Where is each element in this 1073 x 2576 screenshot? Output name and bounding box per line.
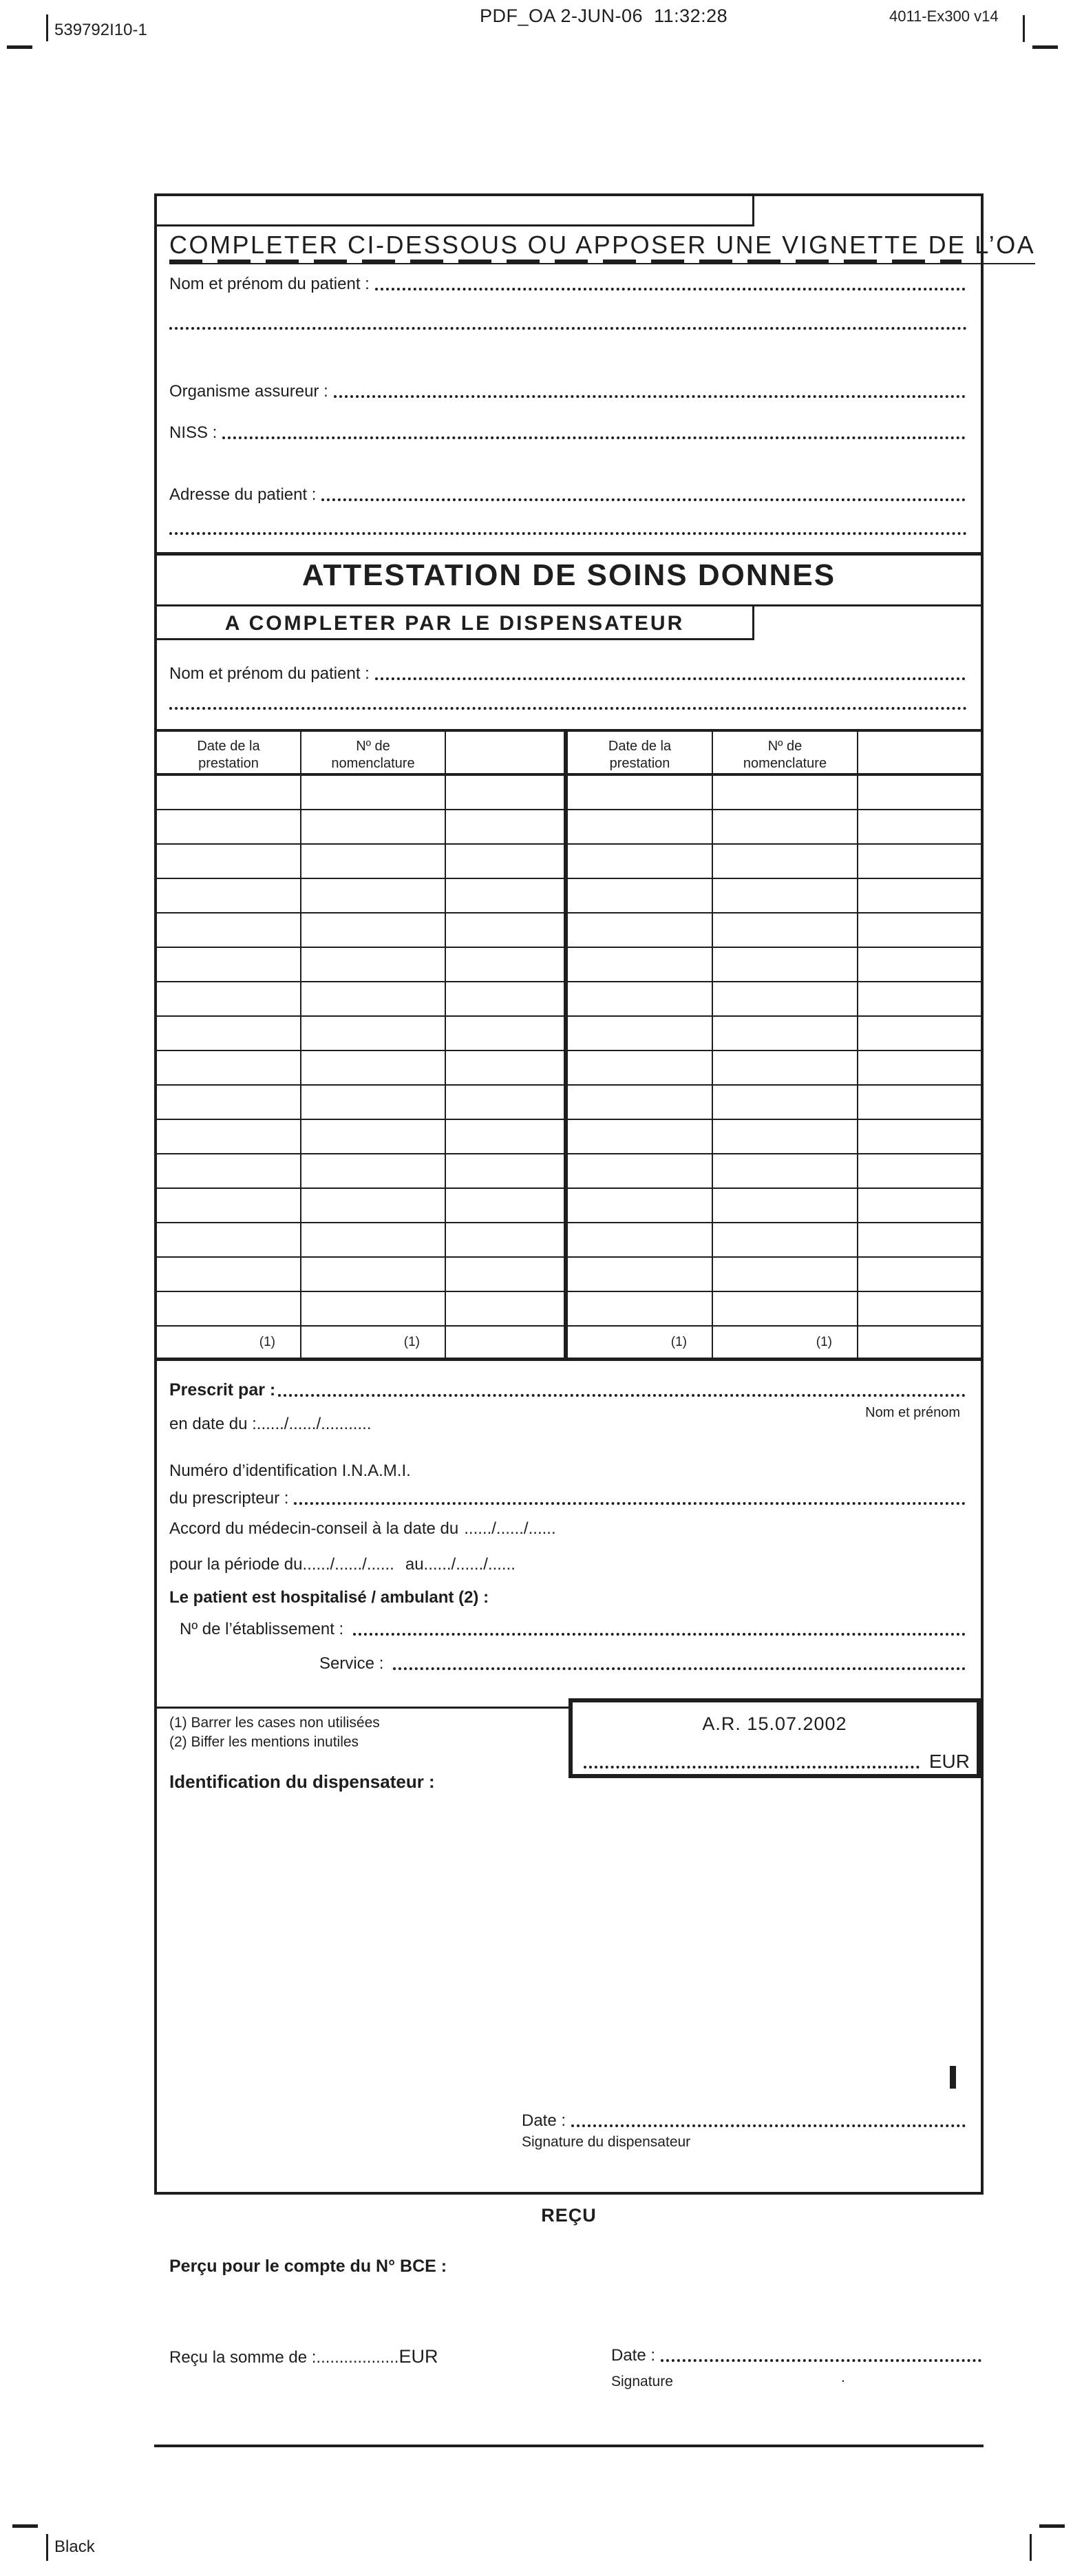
agreement-field [169,1519,967,1539]
table-cell [301,845,446,879]
ar-currency-label: EUR [928,1751,970,1772]
table-cell [713,1223,858,1258]
table-cell [858,776,981,810]
table-footer-cell: (1) [301,1327,446,1358]
table-header-line: Date de la [197,739,260,754]
table-cell [157,1017,301,1051]
receipt-signature-caption: Signature [611,2374,673,2389]
plate-name: Black [54,2537,95,2556]
prescribed-by-dotted-line [278,1394,966,1397]
table-cell [858,1154,981,1189]
table-footer-cell: (1) [157,1327,301,1358]
ar-amount-box [569,1698,981,1778]
table-cell [446,982,568,1017]
form-version: 4011-Ex300 v14 [889,8,999,25]
table-cell [568,776,713,810]
footnote-2: (2) Biffer les mentions inutiles [169,1734,359,1750]
period-dots-1: ....../....../...... [302,1555,394,1574]
establishment-label: Nº de l’établissement : [180,1620,344,1638]
patient-name-dotted-line-2 [169,317,967,330]
receipt-amount-label: Reçu la somme de : [169,2348,317,2367]
table-cell [157,810,301,845]
prestations-table [157,729,981,1361]
table-cell [157,1120,301,1154]
table-cell [301,1292,446,1327]
dispenser-heading-box [157,606,754,640]
patient-name-dotted-line [375,288,966,291]
table-header-line: prestation [198,756,259,771]
table-cell [301,1223,446,1258]
table-header-line: prestation [609,756,670,771]
table-cell [713,776,858,810]
table-cell [713,1189,858,1223]
table-cell [568,1051,713,1086]
prescriber-number-field [169,1489,967,1508]
table-header-line: Date de la [608,739,672,754]
vignette-section-title: COMPLETER CI-DESSOUS OU APPOSER UNE VIGNETTE DE L’OA [169,231,1035,264]
table-cell [713,1292,858,1327]
table-header-line: Nº de [356,739,390,754]
period-field [169,1555,967,1574]
table-cell [858,810,981,845]
table-cell [446,845,568,879]
crop-mark-top-left-dash [7,45,32,49]
agreement-label: Accord du médecin-conseil à la date du [169,1519,459,1538]
receipt-date-field [611,2346,983,2365]
table-cell [157,1051,301,1086]
table-cell [301,1258,446,1292]
table-cell [157,1223,301,1258]
table-cell [858,1258,981,1292]
establishment-field [169,1620,967,1639]
table-cell [446,776,568,810]
inami-label: Numéro d’identification I.N.A.M.I. [169,1461,411,1480]
dispenser-date-field [169,2111,967,2131]
crop-mark-bottom-right-dash [1039,2524,1065,2528]
table-cell [157,1258,301,1292]
table-cell [301,1017,446,1051]
prescriber-label: du prescripteur : [169,1489,289,1508]
patient-name-field-2 [169,664,967,684]
table-cell [157,776,301,810]
dispenser-heading: A COMPLETER PAR LE DISPENSATEUR [224,612,685,635]
table-cell [858,1120,981,1154]
table-header-cell [713,732,858,776]
receipt-currency-label: EUR [399,2346,438,2367]
table-cell [713,1154,858,1189]
table-cell [568,1154,713,1189]
crop-mark-bottom-right-bar [1030,2534,1032,2561]
stray-dot: . [841,2369,845,2385]
table-cell [568,1120,713,1154]
table-cell [446,1017,568,1051]
receipt-date-label: Date : [611,2346,656,2365]
attestation-form [154,193,1036,2195]
table-cell [446,1086,568,1120]
table-cell [446,810,568,845]
insurer-dotted-line [334,395,966,398]
table-cell [713,845,858,879]
patient-name-2-dotted-line-2 [169,697,967,710]
table-cell [568,810,713,845]
table-cell [858,1051,981,1086]
print-tag: PDF_OA 2-JUN-06 [480,6,644,26]
crop-mark-bottom-left-dash [12,2524,38,2528]
niss-dotted-line [222,436,966,439]
table-cell [713,1051,858,1086]
table-cell [568,1292,713,1327]
table-cell [301,914,446,948]
patient-name-field [169,275,967,294]
table-cell [301,776,446,810]
table-cell [446,1051,568,1086]
prescribed-by-field [169,1380,967,1400]
prescription-date-label: en date du : [169,1415,257,1433]
establishment-dotted-line [353,1633,966,1636]
table-header-line: Nº de [767,739,803,754]
table-header-cell [568,732,713,776]
table-cell [301,1051,446,1086]
inami-line [169,1461,967,1481]
table-cell [568,1223,713,1258]
patient-name-label-2: Nom et prénom du patient : [169,664,370,683]
table-cell [858,1223,981,1258]
table-cell [157,1154,301,1189]
table-cell [157,845,301,879]
receipt-amount-field [169,2346,438,2367]
table-cell [858,1086,981,1120]
table-cell [858,1292,981,1327]
print-time: 11:32:28 [654,6,728,26]
table-cell [446,879,568,914]
document-number: 539792I10-1 [54,21,147,39]
table-cell [301,810,446,845]
table-footer-cell [446,1327,568,1358]
table-cell [301,1120,446,1154]
table-cell [568,879,713,914]
table-cell [713,810,858,845]
service-field [169,1654,967,1674]
ar-amount-dotted-line [584,1766,920,1769]
table-cell [301,982,446,1017]
table-cell [157,1189,301,1223]
table-cell [157,948,301,982]
name-caption: Nom et prénom [865,1405,960,1420]
table-cell [446,1120,568,1154]
dispenser-date-dotted-line [571,2124,966,2127]
crop-mark-top-right-bar [1023,15,1025,42]
table-cell [568,914,713,948]
table-header-cell [858,732,981,776]
address-field [169,485,967,505]
table-cell [568,982,713,1017]
table-cell [157,1292,301,1327]
bce-account-label: Perçu pour le compte du N° BCE : [169,2257,447,2276]
table-cell [568,948,713,982]
hospitalised-label: Le patient est hospitalisé / ambulant (2) : [169,1588,489,1607]
dispenser-id-label: Identification du dispensateur : [169,1771,435,1792]
prescriber-dotted-line [294,1502,966,1505]
hospitalised-line [169,1588,967,1607]
service-label: Service : [319,1654,384,1673]
footnote-1: (1) Barrer les cases non utilisées [169,1715,380,1731]
period-au-label: au [405,1555,424,1574]
table-cell [157,914,301,948]
insurer-field [169,382,967,401]
ar-title: A.R. 15.07.2002 [702,1713,847,1734]
table-cell [713,982,858,1017]
period-dots-2: ....../....../...... [423,1555,516,1574]
bottom-rule [154,2445,984,2447]
table-cell [568,1017,713,1051]
vignette-box [157,196,754,226]
prescription-date-field [169,1415,967,1434]
table-cell [858,1189,981,1223]
receipt-date-dotted-line [661,2359,981,2362]
table-cell [446,1258,568,1292]
print-info [480,6,727,27]
table-header-line: nomenclature [331,756,415,771]
table-cell [157,879,301,914]
table-footer-cell: (1) [568,1327,713,1358]
print-position-mark [950,2066,956,2089]
receipt-title: REÇU [541,2205,597,2226]
table-header-line: nomenclature [743,756,827,771]
table-cell [713,1086,858,1120]
table-cell [446,948,568,982]
prescribed-by-label: Prescrit par : [169,1380,276,1400]
period-label: pour la période du [169,1555,303,1574]
prescription-date-dots: ....../....../........... [256,1415,372,1433]
table-cell [446,1292,568,1327]
table-cell [157,982,301,1017]
table-footer-cell: (1) [713,1327,858,1358]
address-label: Adresse du patient : [169,485,317,504]
crop-mark-top-right-dash [1032,45,1058,49]
section-divider-thick [157,552,981,556]
table-cell [568,1258,713,1292]
table-cell [713,879,858,914]
agreement-dots: ....../....../...... [464,1519,556,1538]
table-cell [858,948,981,982]
dispenser-date-label: Date : [522,2111,566,2130]
niss-label: NISS : [169,423,217,442]
table-cell [858,879,981,914]
table-cell [446,1154,568,1189]
table-cell [446,914,568,948]
table-header-cell [446,732,568,776]
patient-name-label: Nom et prénom du patient : [169,275,370,293]
table-cell [446,1223,568,1258]
attestation-title: ATTESTATION DE SOINS DONNES [301,558,836,592]
patient-name-2-dotted-line [375,677,966,680]
insurer-label: Organisme assureur : [169,382,328,401]
table-footer-cell [858,1327,981,1358]
table-cell [713,1258,858,1292]
table-header-cell [301,732,446,776]
table-cell [713,914,858,948]
crop-mark-top-left-bar [46,14,48,41]
notes-separator [157,1707,570,1709]
table-header-cell [157,732,301,776]
table-cell [301,1086,446,1120]
dispenser-signature-caption: Signature du dispensateur [522,2134,691,2150]
table-cell [568,1189,713,1223]
table-cell [301,1189,446,1223]
table-cell [713,1120,858,1154]
table-cell [446,1189,568,1223]
receipt-amount-dots: .................. [316,2348,399,2367]
table-cell [713,948,858,982]
crop-mark-bottom-left-bar [46,2534,48,2561]
table-cell [301,948,446,982]
table-cell [858,1017,981,1051]
table-cell [858,982,981,1017]
table-cell [713,1017,858,1051]
table-cell [301,1154,446,1189]
service-dotted-line [393,1667,966,1670]
ar-amount-field [578,1751,970,1773]
table-cell [301,879,446,914]
table-cell [858,845,981,879]
table-cell [858,914,981,948]
address-dotted-line [321,498,966,501]
niss-field [169,423,967,443]
vignette-dashed-rule [169,260,962,264]
table-cell [568,1086,713,1120]
address-dotted-line-2 [169,522,967,535]
table-cell [568,845,713,879]
table-cell [157,1086,301,1120]
